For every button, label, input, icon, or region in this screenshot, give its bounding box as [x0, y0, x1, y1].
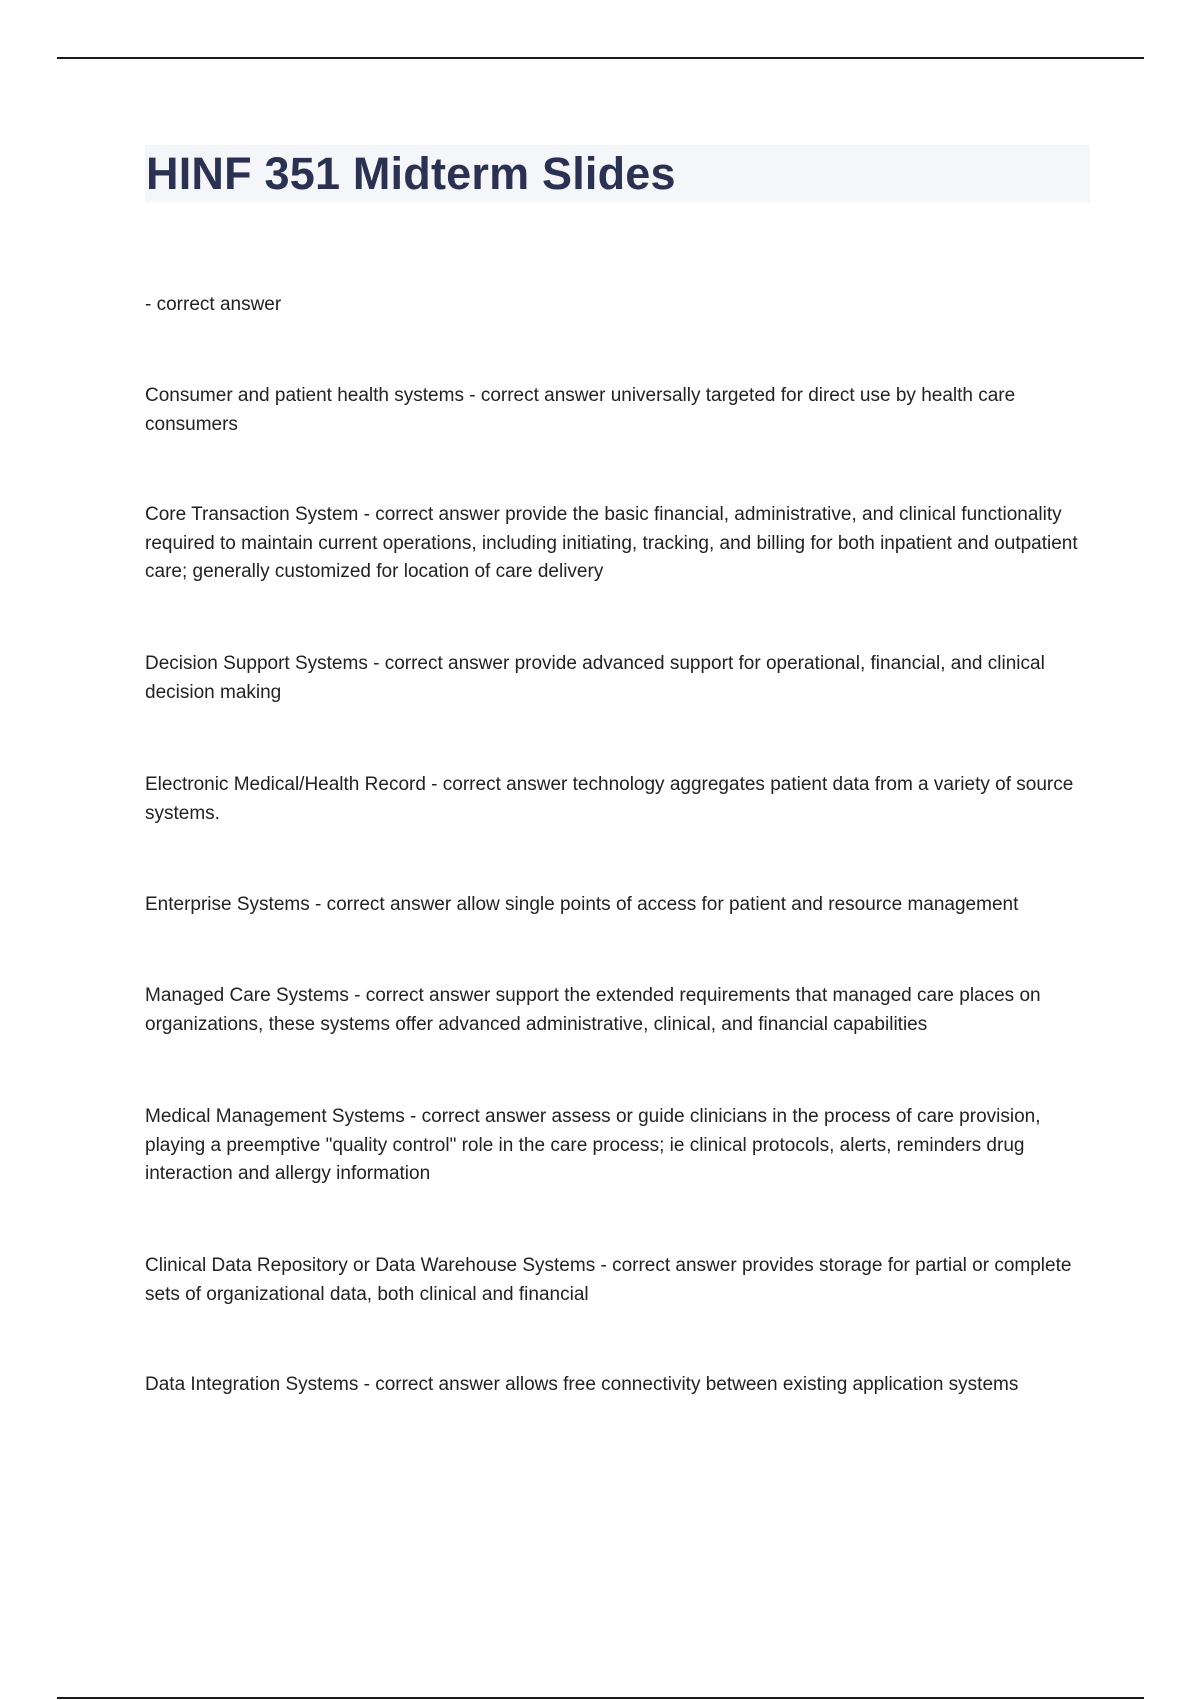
- flashcard-entry: Decision Support Systems - correct answer provide advanced support for operational, financial, and clinical decision making: [145, 653, 1045, 703]
- flashcard-entry: Consumer and patient health systems - correct answer universally targeted for direct use by health care consumers: [145, 385, 1016, 435]
- flashcard-entry: Electronic Medical/Health Record - correct answer technology aggregates patient data from a variety of source systems.: [145, 774, 1074, 824]
- flashcard-entry: Medical Management Systems - correct answer assess or guide clinicians in the process of care provision, playing a preemptive "quality control" role in the care process; ie clinical protocols, alerts, reminders drug interaction and allergy information: [145, 1106, 1041, 1184]
- page-title: HINF 351 Midterm Slides: [146, 148, 676, 199]
- flashcard-entry: Enterprise Systems - correct answer allow single points of access for patient and resource management: [145, 894, 1019, 915]
- flashcard-entry: Managed Care Systems - correct answer support the extended requirements that managed care places on organizations, these systems offer advanced administrative, clinical, and financial capabilities: [145, 985, 1041, 1035]
- bottom-rule: [57, 1697, 1144, 1699]
- top-rule: [57, 57, 1144, 59]
- flashcard-entry: Data Integration Systems - correct answer allows free connectivity between existing application systems: [145, 1374, 1019, 1395]
- flashcard-entry: Core Transaction System - correct answer provide the basic financial, administrative, and clinical functionality required to maintain current operations, including initiating, tracking, and billing for both inpatient and outpatient care; generally customized for location of care delivery: [145, 504, 1078, 582]
- flashcard-entry: Clinical Data Repository or Data Warehouse Systems - correct answer provides storage for partial or complete sets of organizational data, both clinical and financial: [145, 1255, 1072, 1305]
- flashcard-entry: - correct answer: [145, 294, 282, 315]
